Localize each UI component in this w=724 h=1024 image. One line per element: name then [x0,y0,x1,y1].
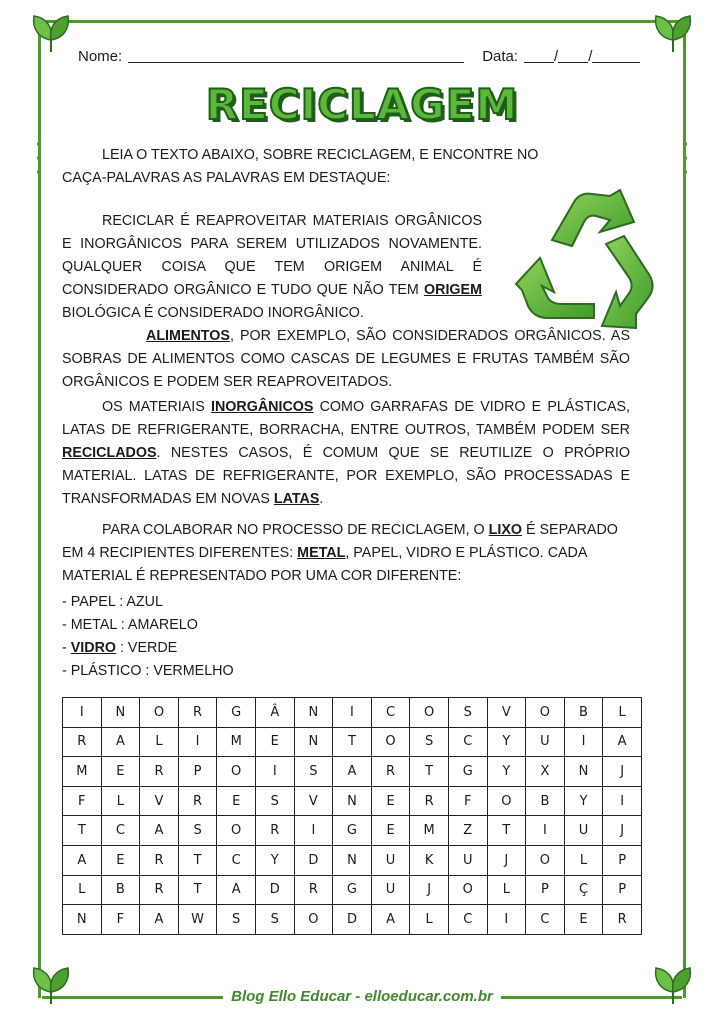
grid-cell[interactable]: I [333,698,372,728]
paragraph-1 [62,210,482,325]
grid-cell[interactable]: J [603,816,642,846]
grid-cell[interactable]: R [410,786,449,816]
grid-cell[interactable]: E [371,786,410,816]
grid-cell[interactable]: B [564,698,603,728]
grid-cell[interactable]: R [371,757,410,787]
grid-row [63,786,642,816]
grid-cell[interactable]: A [333,757,372,787]
highlight-word-origem: ORIGEM [424,282,482,298]
grid-cell[interactable]: J [487,845,526,875]
grid-row [63,698,642,728]
grid-cell[interactable]: I [255,757,294,787]
grid-cell[interactable]: P [603,845,642,875]
grid-cell[interactable]: U [526,727,565,757]
date-separator: / [554,48,559,65]
date-label: Data: [482,48,519,65]
grid-cell[interactable]: A [63,845,102,875]
grid-cell[interactable]: L [410,905,449,935]
grid-cell[interactable]: U [371,845,410,875]
grid-cell[interactable]: K [410,845,449,875]
grid-cell[interactable]: T [178,845,217,875]
header-fields [78,48,654,65]
grid-cell[interactable]: L [564,845,603,875]
grid-cell[interactable]: V [487,698,526,728]
leaf-corner-icon [650,10,696,56]
grid-cell[interactable]: Y [487,727,526,757]
grid-cell[interactable]: C [448,905,487,935]
highlight-word-vidro: VIDRO [70,640,117,656]
grid-cell[interactable]: M [63,757,102,787]
grid-cell[interactable]: V [294,786,333,816]
grid-row [63,845,642,875]
grid-cell[interactable]: I [294,816,333,846]
grid-cell[interactable]: N [63,905,102,935]
grid-cell[interactable]: W [178,905,217,935]
frame-dots-right [683,142,687,184]
highlight-word-latas: LATAS [273,491,320,507]
list-text: : VERDE [116,640,178,656]
grid-cell[interactable]: I [487,905,526,935]
grid-cell[interactable]: O [410,698,449,728]
grid-cell[interactable]: Y [255,845,294,875]
grid-cell[interactable]: A [217,875,256,905]
grid-cell[interactable]: E [255,727,294,757]
grid-cell[interactable]: Ç [564,875,603,905]
grid-cell[interactable]: E [564,905,603,935]
grid-cell[interactable]: E [101,845,140,875]
grid-cell[interactable]: F [448,786,487,816]
grid-cell[interactable]: S [448,698,487,728]
name-label: Nome: [78,48,123,65]
grid-cell[interactable]: O [371,727,410,757]
grid-cell[interactable]: F [63,786,102,816]
paragraph-text: OS MATERIAIS [102,399,205,415]
grid-cell[interactable]: T [487,816,526,846]
word-search-grid [62,697,642,935]
list-dash: - [62,640,71,656]
grid-cell[interactable]: S [217,905,256,935]
list-item: - PLÁSTICO : VERMELHO [62,663,234,679]
grid-cell[interactable]: B [101,875,140,905]
grid-row [63,875,642,905]
grid-cell[interactable]: P [526,875,565,905]
grid-cell[interactable]: R [140,845,179,875]
paragraph-text: , PAPEL, VIDRO E PLÁSTICO. CADA MATERIAL É REPRESENTADO POR UMA COR DIFERENTE: [62,545,587,584]
grid-cell[interactable]: D [255,875,294,905]
grid-cell[interactable]: O [294,905,333,935]
grid-cell[interactable]: B [526,786,565,816]
highlight-word-reciclados: RECICLADOS [62,445,157,461]
grid-cell[interactable]: L [487,875,526,905]
grid-cell[interactable]: R [140,875,179,905]
grid-cell[interactable]: R [294,875,333,905]
grid-cell[interactable]: O [487,786,526,816]
paragraph-text: RECICLAR É REAPROVEITAR MATERIAIS ORGÂNICOS E INORGÂNICOS PARA SEREM UTILIZADOS NOVAMENTE. QUALQUER COISA QUE TEM ORIGEM ANIMAL É CONSIDERADO ORGÂNICO E TUDO QUE NÃO TEM [62,213,482,298]
paragraph-text: É SEPARADO EM 4 RECIPIENTES DIFERENTES: [62,522,618,561]
grid-cell[interactable]: J [410,875,449,905]
footer-credit: Blog Ello Educar - elloeducar.com.br [223,988,501,1005]
highlight-word-lixo: LIXO [488,522,523,538]
date-month-field[interactable] [558,48,588,63]
grid-cell[interactable]: X [526,757,565,787]
grid-cell[interactable]: O [140,698,179,728]
grid-cell[interactable]: G [448,757,487,787]
color-list [62,591,462,683]
grid-cell[interactable]: G [217,698,256,728]
list-item: - PAPEL : AZUL [62,594,163,610]
grid-cell[interactable]: R [140,757,179,787]
grid-cell[interactable]: E [371,816,410,846]
grid-cell[interactable]: C [217,845,256,875]
grid-cell[interactable]: E [217,786,256,816]
grid-cell[interactable]: I [526,816,565,846]
grid-cell[interactable]: P [178,757,217,787]
grid-cell[interactable]: G [333,875,372,905]
grid-cell[interactable]: R [178,698,217,728]
instructions [62,144,562,190]
list-item: - METAL : AMARELO [62,617,198,633]
grid-cell[interactable]: Y [487,757,526,787]
paragraph-3 [62,396,630,511]
grid-cell[interactable]: M [410,816,449,846]
grid-cell[interactable]: E [101,757,140,787]
grid-cell[interactable]: S [178,816,217,846]
grid-cell[interactable]: A [140,816,179,846]
grid-row [63,727,642,757]
grid-cell[interactable]: I [564,727,603,757]
grid-cell[interactable]: O [217,757,256,787]
grid-cell[interactable]: L [101,786,140,816]
grid-cell[interactable]: N [294,727,333,757]
grid-cell[interactable]: S [294,757,333,787]
grid-cell[interactable]: P [603,875,642,905]
highlight-word-alimentos: ALIMENTOS [146,328,230,344]
paragraph-text: COMO GARRAFAS DE VIDRO E PLÁSTICAS, LATAS DE REFRIGERANTE, BORRACHA, ENTRE OUTROS, TAMBÉM PODEM SER [62,399,630,438]
grid-cell[interactable]: N [333,786,372,816]
grid-cell[interactable]: S [255,786,294,816]
page-title: RECICLAGEM [205,80,519,129]
grid-cell[interactable]: F [101,905,140,935]
grid-cell[interactable]: A [140,905,179,935]
grid-cell[interactable]: S [255,905,294,935]
instructions-text: LEIA O TEXTO ABAIXO, SOBRE RECICLAGEM, E ENCONTRE NO CAÇA-PALAVRAS AS PALAVRAS EM DESTAQUE: [62,147,539,186]
list-item [62,637,462,660]
paragraph-text: , POR EXEMPLO, SÃO CONSIDERADOS ORGÂNICOS. AS SOBRAS DE ALIMENTOS COMO CASCAS DE LEGUMES E FRUTAS TAMBÉM SÃO ORGÂNICOS E PODEM SER REAPROVEITADOS. [62,328,630,390]
recycle-icon [512,188,662,332]
grid-cell[interactable]: R [63,727,102,757]
grid-cell[interactable]: Â [255,698,294,728]
grid-cell[interactable]: I [63,698,102,728]
grid-cell[interactable]: O [217,816,256,846]
date-day-field[interactable] [524,48,554,63]
frame-dots-left [37,142,41,184]
grid-cell[interactable]: M [217,727,256,757]
paragraph-2 [62,325,630,394]
paragraph-4 [62,519,630,588]
grid-cell[interactable]: O [448,875,487,905]
grid-cell[interactable]: G [333,816,372,846]
grid-cell[interactable]: N [101,698,140,728]
grid-cell[interactable]: U [564,816,603,846]
paragraph-text: . NESTES CASOS, É COMUM QUE SE REUTILIZE O PRÓPRIO MATERIAL. LATAS DE REFRIGERANTE, POR EXEMPLO, SÃO PROCESSADAS E TRANSFORMADAS EM NOVAS [62,445,630,507]
grid-row [63,757,642,787]
date-separator: / [588,48,593,65]
grid-cell[interactable]: O [526,698,565,728]
grid-cell[interactable]: V [140,786,179,816]
paragraph-text: . [319,491,324,507]
grid-cell[interactable]: C [371,698,410,728]
grid-row [63,816,642,846]
grid-cell[interactable]: C [101,816,140,846]
grid-cell[interactable]: U [371,875,410,905]
grid-cell[interactable]: T [410,757,449,787]
paragraph-text: BIOLÓGICA É CONSIDERADO INORGÂNICO. [62,305,364,321]
grid-cell[interactable]: T [63,816,102,846]
paragraph-text: PARA COLABORAR NO PROCESSO DE RECICLAGEM, O [102,522,485,538]
grid-cell[interactable]: Y [564,786,603,816]
grid-cell[interactable]: O [526,845,565,875]
grid-cell[interactable]: S [410,727,449,757]
grid-cell[interactable]: A [603,727,642,757]
footer [0,988,724,1006]
grid-cell[interactable]: T [178,875,217,905]
grid-row [63,905,642,935]
grid-cell[interactable]: R [178,786,217,816]
frame-top-border [42,20,682,23]
grid-cell[interactable]: T [333,727,372,757]
date-year-field[interactable] [592,48,640,63]
highlight-word-inorganicos: INORGÂNICOS [210,399,314,415]
grid-cell[interactable]: J [603,757,642,787]
grid-cell[interactable]: R [603,905,642,935]
grid-cell[interactable]: N [564,757,603,787]
grid-cell[interactable]: I [603,786,642,816]
grid-cell[interactable]: C [526,905,565,935]
highlight-word-metal: METAL [297,545,346,561]
grid-cell[interactable]: L [140,727,179,757]
grid-cell[interactable]: L [603,698,642,728]
grid-cell[interactable]: C [448,727,487,757]
grid-cell[interactable]: D [333,905,372,935]
grid-cell[interactable]: A [101,727,140,757]
grid-cell[interactable]: I [178,727,217,757]
grid-cell[interactable]: A [371,905,410,935]
grid-cell[interactable]: R [255,816,294,846]
name-field[interactable] [128,48,464,63]
grid-cell[interactable]: Z [448,816,487,846]
grid-cell[interactable]: D [294,845,333,875]
grid-cell[interactable]: L [63,875,102,905]
grid-cell[interactable]: N [294,698,333,728]
grid-cell[interactable]: N [333,845,372,875]
grid-cell[interactable]: U [448,845,487,875]
leaf-corner-icon [28,10,74,56]
